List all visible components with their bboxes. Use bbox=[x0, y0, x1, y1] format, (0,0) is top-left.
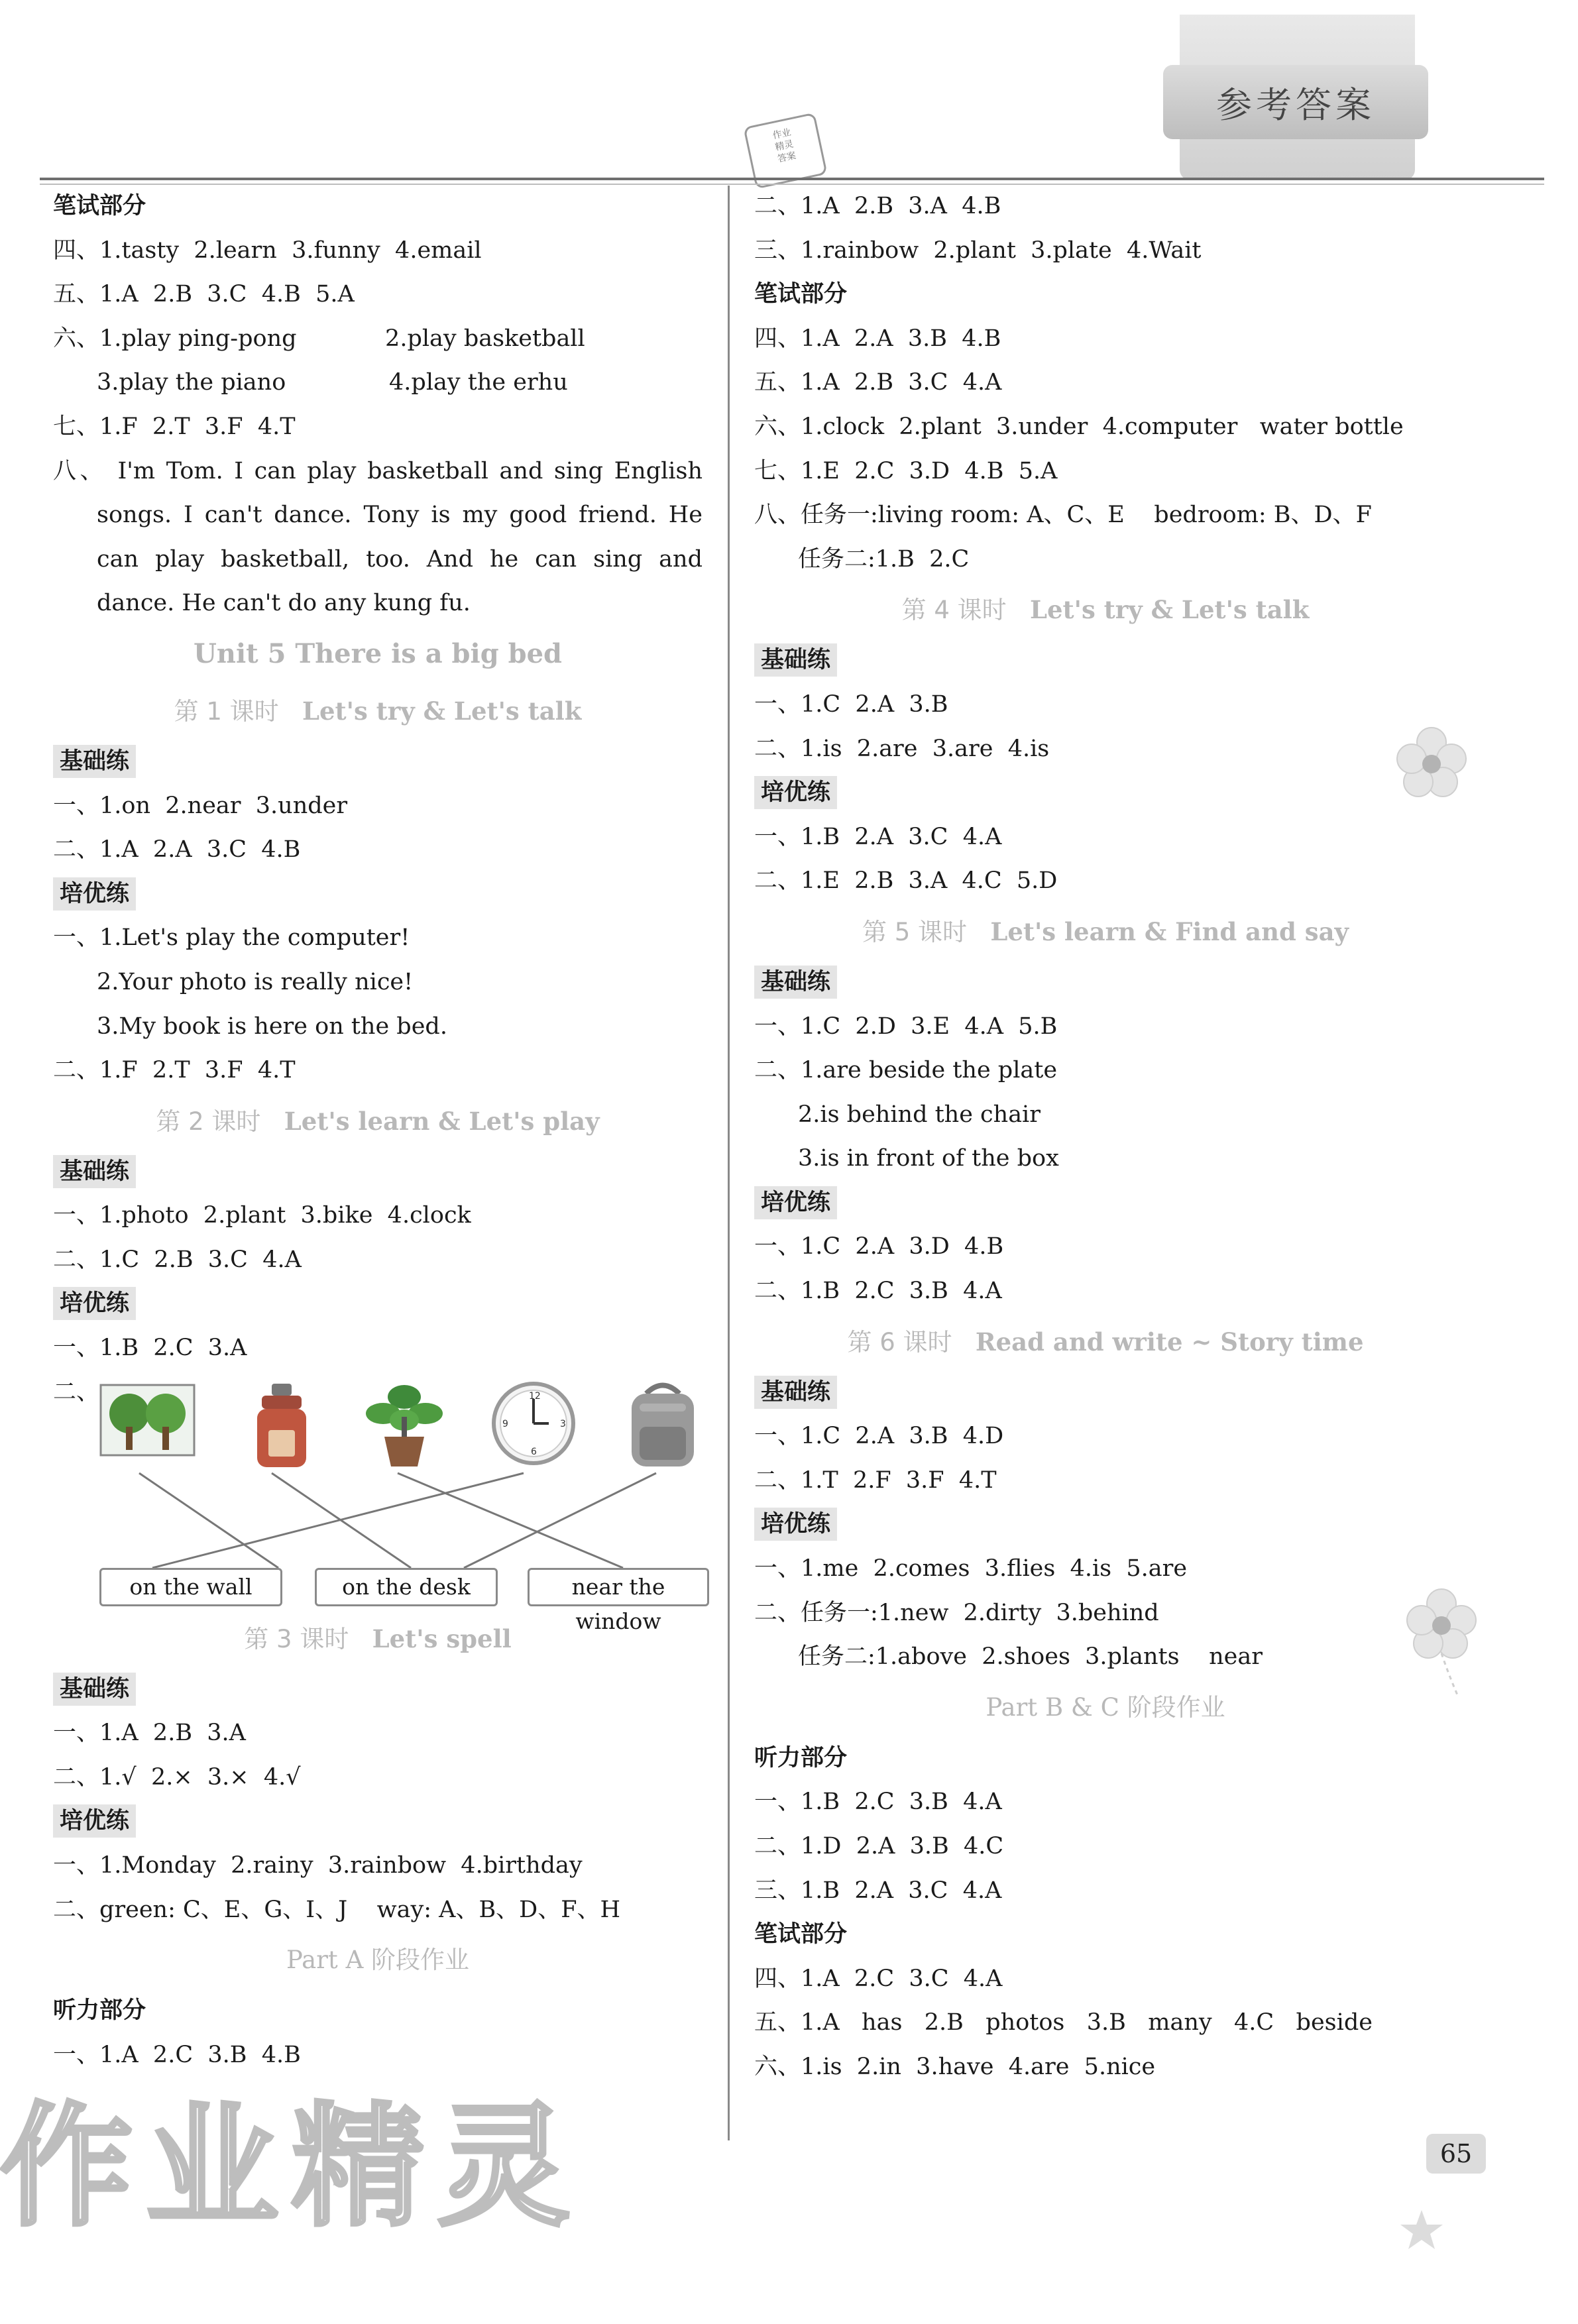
answer-line: 2.Your photo is really nice! bbox=[97, 968, 414, 995]
page-number: 65 bbox=[1426, 2134, 1486, 2174]
lesson-number: 第 3 课时 bbox=[244, 1624, 349, 1653]
answer-line: 八、任务一:living room: A、C、E bedroom: B、D、F bbox=[754, 502, 1372, 529]
answer-line: 五、1.A 2.B 3.C 4.B 5.A bbox=[53, 281, 355, 308]
answer-line: 四、1.tasty 2.learn 3.funny 4.email bbox=[53, 237, 482, 264]
section-heading: 听力部分 bbox=[53, 1997, 146, 2024]
section-heading: 基础练 bbox=[754, 960, 1457, 1005]
answer-line: 二、1.is 2.are 3.are 4.is bbox=[754, 735, 1050, 762]
answer-line: 一、1.C 2.A 3.D 4.B bbox=[754, 1233, 1004, 1260]
water-bottle-icon bbox=[252, 1384, 311, 1470]
unit-title: Unit 5 There is a big bed bbox=[194, 637, 562, 669]
answer-line: 二、任务一:1.new 2.dirty 3.behind bbox=[754, 1599, 1159, 1626]
answer-line: 任务二:1.B 2.C bbox=[798, 545, 970, 573]
lesson-number: 第 1 课时 bbox=[174, 696, 279, 726]
header-tab-label: 参考答案 bbox=[1163, 65, 1428, 139]
lesson-heading bbox=[754, 581, 1457, 638]
answer-line: 六、1.is 2.in 3.have 4.are 5.nice bbox=[754, 2053, 1156, 2080]
section-heading: 基础练 bbox=[53, 740, 703, 784]
section-heading: 培优练 bbox=[754, 771, 1457, 815]
option-box: near the window bbox=[528, 1568, 709, 1606]
part-heading: Part A 阶段作业 bbox=[286, 1946, 470, 1975]
flower-decoration-icon bbox=[1395, 726, 1468, 799]
section-heading: 培优练 bbox=[53, 1282, 703, 1326]
answer-line: 3.My book is here on the bed. bbox=[97, 1013, 447, 1040]
plant-icon bbox=[365, 1377, 444, 1470]
section-heading: 笔试部分 bbox=[754, 1921, 848, 1948]
answer-line: 四、1.A 2.C 3.C 4.A bbox=[754, 1965, 1003, 1992]
section-heading: 培优练 bbox=[754, 1502, 1457, 1547]
lesson-title: Let's try & Let's talk bbox=[302, 696, 582, 726]
stamp-logo: 作业 精灵 答案 bbox=[743, 113, 827, 190]
option-box: on the desk bbox=[315, 1568, 498, 1606]
answer-line: 一、1.C 2.A 3.B bbox=[754, 691, 948, 718]
section-heading: 基础练 bbox=[754, 1370, 1457, 1415]
answer-line: 六、1.play ping-pong 2.play basketball bbox=[53, 325, 585, 352]
svg-text:3: 3 bbox=[560, 1418, 566, 1429]
answer-line: 二、1.A 2.A 3.C 4.B bbox=[53, 836, 301, 863]
section-heading: 基础练 bbox=[53, 1667, 703, 1712]
section-heading: 培优练 bbox=[754, 1181, 1457, 1225]
matching-exercise bbox=[53, 1370, 703, 1649]
answer-line: 三、1.rainbow 2.plant 3.plate 4.Wait bbox=[754, 237, 1202, 264]
lesson-title: Let's learn & Find and say bbox=[990, 916, 1349, 946]
left-column bbox=[53, 184, 703, 2077]
answer-line: 二、1.D 2.A 3.B 4.C bbox=[754, 1833, 1004, 1859]
schoolbag-icon bbox=[626, 1380, 699, 1470]
answer-line: 二、1.F 2.T 3.F 4.T bbox=[53, 1057, 296, 1084]
lesson-title: Let's learn & Let's play bbox=[284, 1106, 600, 1136]
answer-paragraph: 八、 I'm Tom. I can play basketball and sing English songs. I can't dance. Tony is my good friend. He can play basketball, too. And he can sing and dance. He can't do any kung fu. bbox=[53, 457, 703, 617]
lesson-heading bbox=[754, 1313, 1457, 1370]
answer-line: 二、1.C 2.B 3.C 4.A bbox=[53, 1246, 302, 1273]
lesson-title: Let's try & Let's talk bbox=[1029, 595, 1310, 625]
svg-text:9: 9 bbox=[502, 1418, 508, 1429]
answer-line: 二、1.B 2.C 3.B 4.A bbox=[754, 1278, 1002, 1305]
answer-line: 五、1.A has 2.B photos 3.B many 4.C beside bbox=[754, 2009, 1373, 2036]
answer-line: 一、1.me 2.comes 3.flies 4.is 5.are bbox=[754, 1555, 1188, 1582]
answer-line: 四、1.A 2.A 3.B 4.B bbox=[754, 325, 1001, 352]
section-heading: 基础练 bbox=[53, 1150, 703, 1194]
answer-line: 五、1.A 2.B 3.C 4.A bbox=[754, 369, 1002, 396]
answer-line: 七、1.F 2.T 3.F 4.T bbox=[53, 413, 296, 440]
lesson-number: 第 2 课时 bbox=[156, 1107, 261, 1136]
answer-line: 六、1.clock 2.plant 3.under 4.computer water bottle bbox=[754, 413, 1404, 440]
svg-text:12: 12 bbox=[529, 1390, 541, 1402]
part-heading: Part B & C 阶段作业 bbox=[986, 1692, 1225, 1722]
answer-line: 一、1.B 2.C 3.B 4.A bbox=[754, 1789, 1002, 1816]
lesson-number: 第 6 课时 bbox=[847, 1327, 952, 1356]
answer-line: 三、1.B 2.A 3.C 4.A bbox=[754, 1877, 1002, 1904]
header-rule bbox=[40, 178, 1544, 180]
trees-picture-icon bbox=[99, 1384, 196, 1457]
answer-line: 一、1.C 2.D 3.E 4.A 5.B bbox=[754, 1013, 1058, 1040]
clock-icon bbox=[490, 1380, 577, 1466]
lesson-title: Let's spell bbox=[372, 1624, 512, 1653]
section-heading: 听力部分 bbox=[754, 1744, 848, 1771]
answer-line: 一、1.on 2.near 3.under bbox=[53, 792, 348, 819]
answer-line: 二、1.√ 2.× 3.× 4.√ bbox=[53, 1763, 301, 1791]
answer-line: 二、 bbox=[53, 1378, 100, 1406]
lesson-number: 第 4 课时 bbox=[901, 596, 1007, 625]
section-heading: 基础练 bbox=[754, 638, 1457, 683]
option-box: on the wall bbox=[99, 1568, 282, 1606]
section-heading: 笔试部分 bbox=[754, 281, 848, 308]
section-heading: 培优练 bbox=[53, 872, 703, 916]
answer-line: 二、1.are beside the plate bbox=[754, 1057, 1058, 1084]
answer-line: 一、1.A 2.B 3.A bbox=[53, 1720, 246, 1747]
star-decoration-icon bbox=[1398, 2207, 1445, 2253]
answer-line: 二、1.A 2.B 3.A 4.B bbox=[754, 193, 1001, 219]
answer-line: 一、1.photo 2.plant 3.bike 4.clock bbox=[53, 1202, 471, 1229]
lesson-title: Read and write ~ Story time bbox=[975, 1327, 1364, 1356]
section-heading: 笔试部分 bbox=[53, 193, 146, 219]
answer-line: 一、1.B 2.C 3.A bbox=[53, 1335, 247, 1362]
answer-line: 2.is behind the chair bbox=[798, 1101, 1041, 1128]
answer-line: 二、1.E 2.B 3.A 4.C 5.D bbox=[754, 867, 1058, 895]
section-heading: 培优练 bbox=[53, 1799, 703, 1844]
lesson-heading bbox=[53, 683, 703, 740]
lesson-heading bbox=[754, 903, 1457, 960]
column-divider bbox=[728, 186, 730, 2140]
lesson-number: 第 5 课时 bbox=[862, 917, 968, 946]
answer-line: 二、green: C、E、G、I、J way: A、B、D、F、H bbox=[53, 1896, 621, 1923]
svg-text:6: 6 bbox=[531, 1446, 537, 1457]
flower-decoration-icon bbox=[1405, 1587, 1478, 1700]
watermark: 作业精灵 bbox=[0, 2090, 584, 2244]
answer-line: 一、1.B 2.A 3.C 4.A bbox=[754, 823, 1002, 850]
answer-line: 一、1.Monday 2.rainy 3.rainbow 4.birthday bbox=[53, 1852, 583, 1879]
answer-line: 一、1.Let's play the computer! bbox=[53, 924, 410, 952]
lesson-heading bbox=[53, 1093, 703, 1150]
answer-line: 二、1.T 2.F 3.F 4.T bbox=[754, 1466, 997, 1494]
right-column bbox=[754, 184, 1457, 2089]
answer-line: 一、1.C 2.A 3.B 4.D bbox=[754, 1423, 1004, 1450]
answer-line: 七、1.E 2.C 3.D 4.B 5.A bbox=[754, 457, 1058, 484]
answer-line: 任务二:1.above 2.shoes 3.plants near bbox=[798, 1643, 1263, 1671]
answer-line: 3.play the piano 4.play the erhu bbox=[97, 369, 568, 396]
answer-line: 一、1.A 2.C 3.B 4.B bbox=[53, 2041, 301, 2068]
answer-line: 3.is in front of the box bbox=[798, 1145, 1059, 1172]
